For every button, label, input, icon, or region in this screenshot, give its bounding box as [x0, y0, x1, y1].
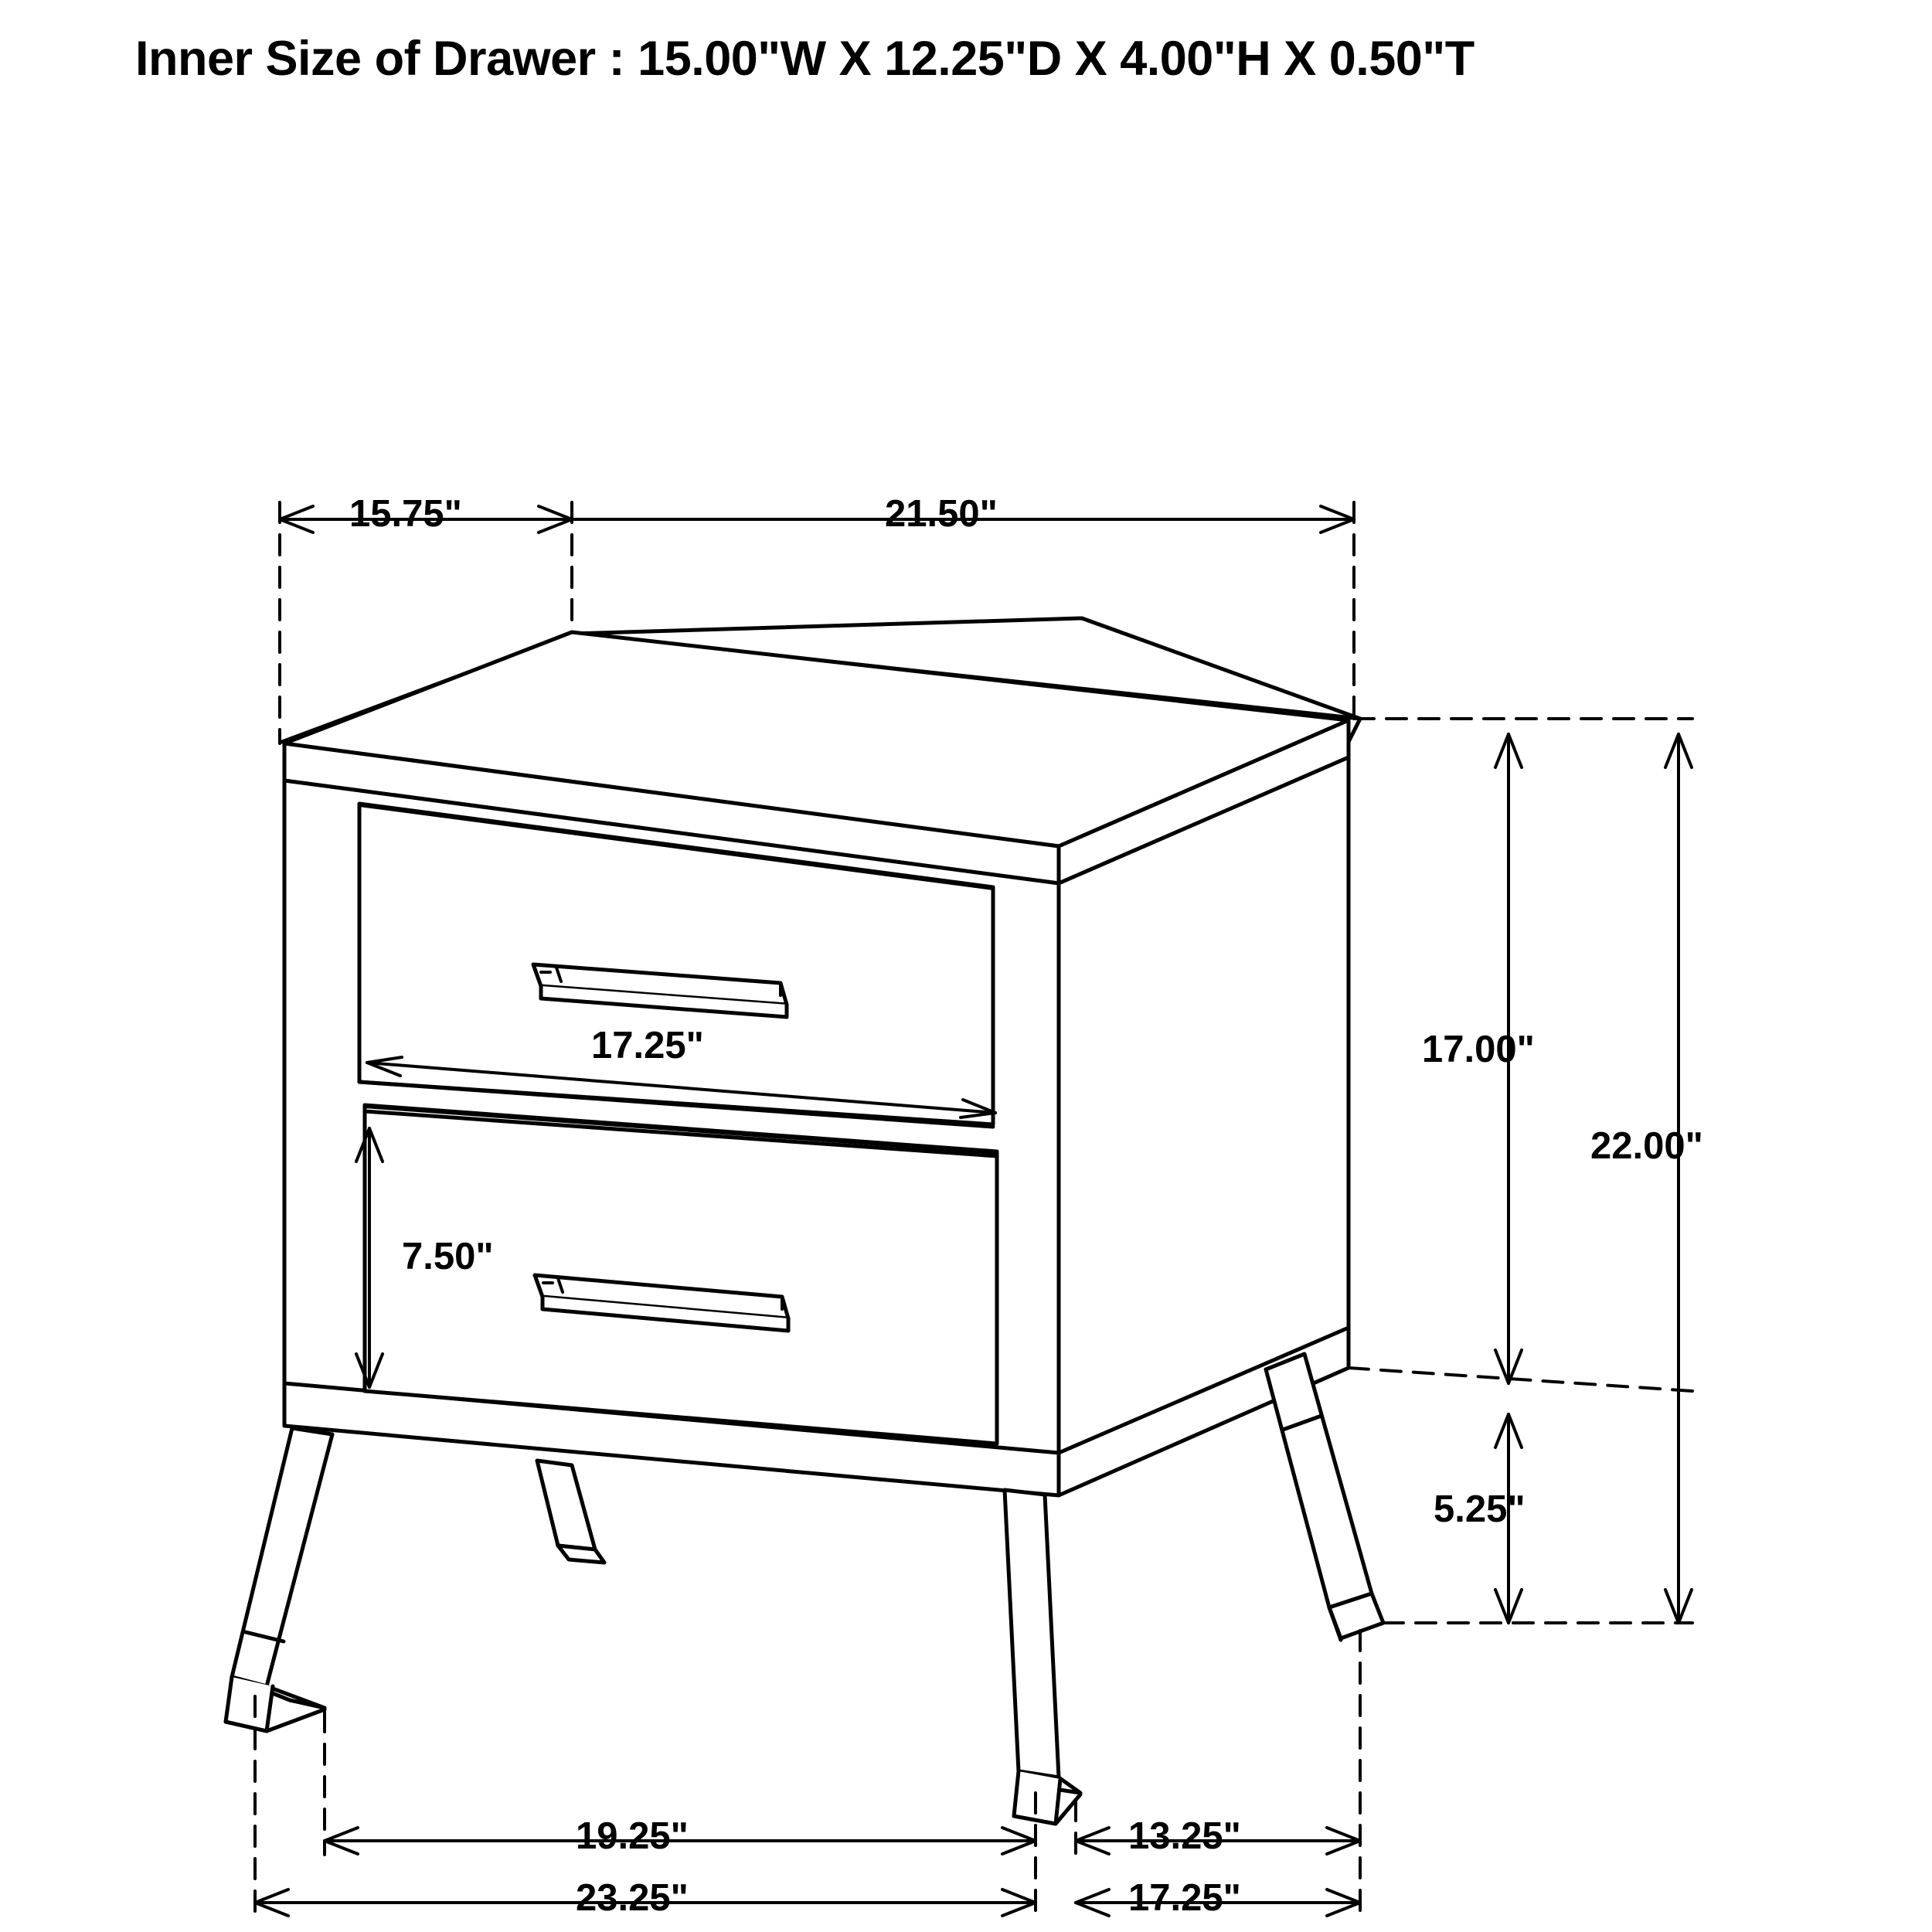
page-title: Inner Size of Drawer : 15.00"W X 12.25"D X 4.00"H X 0.50"T [135, 32, 1475, 86]
dim-lower-drawer-height: 7.50" [402, 1236, 494, 1277]
dim-overall-side-depth: 17.25" [1128, 1877, 1241, 1919]
leg-back-left [537, 1461, 604, 1563]
dim-top-width: 21.50" [885, 493, 998, 535]
dim-base-side-depth: 13.25" [1128, 1815, 1241, 1857]
dim-base-front-width: 19.25" [576, 1815, 689, 1857]
dim-upper-drawer-width: 17.25" [591, 1025, 704, 1066]
dim-overall-front-width: 23.25" [576, 1877, 689, 1919]
leg-front-left [226, 1428, 332, 1731]
dim-case-height: 17.00" [1422, 1029, 1535, 1070]
dim-leg-height: 5.25" [1434, 1488, 1526, 1530]
leg-front-right [1005, 1490, 1080, 1824]
dim-total-height: 22.00" [1590, 1125, 1703, 1167]
dim-top-depth: 15.75" [349, 493, 462, 535]
leg-back-right [1266, 1354, 1383, 1640]
